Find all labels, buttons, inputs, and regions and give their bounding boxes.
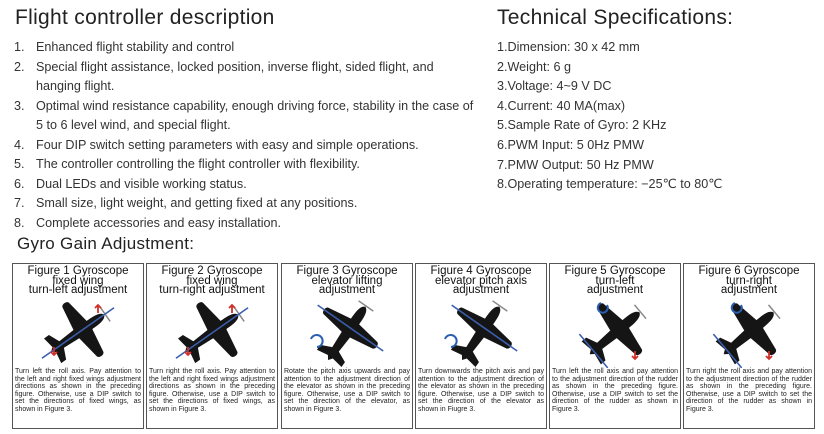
direction-arrow-icon [229,305,235,313]
flight-controller-title: Flight controller description [15,6,275,29]
figure-description: Turn downwards the pitch axis and pay attention to the adjustment direction of the elevator as shown in the preceding figure. Otherwise, use a DIP switch to set the direction of the elevator as shown in Fiugre 3. [418,368,544,413]
airplane-icon [694,298,804,368]
spec-item: 2.Weight: 6 g [497,59,571,74]
feature-number: 6. [14,176,25,191]
rotate-arrow-icon [445,335,457,347]
spec-list [497,38,722,195]
feature-item [14,175,474,195]
figure-description: Turn right the roll axis. Pay attention to the left and right fixed wings adjustment directions as shown in the preceding figure. Otherwise, use a DIP switch to set the directions of fixed wings, as shown in Figure 3. [149,368,275,413]
feature-item [14,38,474,58]
spec-item: 1.Dimension: 30 x 42 mm [497,40,640,54]
feature-item [14,155,474,175]
tech-specs-title: Technical Specifications: [497,6,734,29]
feature-number: 5. [14,157,25,171]
gyro-gain-title: Gyro Gain Adjustment: [17,234,195,253]
figure-description: Turn left the roll axis and pay attention to the adjustment direction of the rudder as shown in the preceding figure. Otherwise, use a DIP switch to set the direction of the rudder as shown in Figure 3. [552,368,678,413]
airplane-icon [560,298,670,368]
feature-item [14,214,474,234]
figure-caption: Figure 5 Gyroscope turn-left adjustment [564,265,666,296]
figure-panel [12,263,144,429]
feature-list [14,38,474,233]
figure-panel [415,263,547,429]
figure-caption: Figure 4 Gyroscope elevator pitch axis adjustment [430,265,532,296]
feature-text: Small size, light weight, and getting fixed at any positions. [36,196,358,210]
feature-text: Four DIP switch setting parameters with easy and simple operations. [36,137,419,152]
figure-panel [549,263,681,429]
figure-panel [146,263,278,429]
spec-item: 8.Operating temperature: −25℃ to 80℃ [497,177,723,192]
spec-item: 4.Current: 40 MA(max) [497,98,626,113]
feature-number: 4. [14,137,25,152]
feature-number: 2. [14,59,25,74]
feature-text: Enhanced flight stability and control [36,40,235,54]
spec-item: 5.Sample Rate of Gyro: 2 KHz [497,118,667,133]
feature-number: 7. [14,196,25,210]
figure-caption: Figure 3 Gyroscope elevator lifting adjustment [296,265,398,296]
airplane-icon [157,298,267,368]
figure-panel [281,263,413,429]
rotate-arrow-icon [311,335,323,347]
feature-item [14,58,474,97]
direction-arrow-icon [95,305,101,313]
figure-caption: Figure 1 Gyroscope fixed wing turn-left adjustment [27,265,129,296]
feature-number: 8. [14,215,25,230]
figure-caption: Figure 2 Gyroscope fixed wing turn-right adjustment [159,265,265,296]
feature-text: Complete accessories and easy installation. [36,215,282,230]
feature-text: Optimal wind resistance capability, enough driving force, stability in the case of 5 to 6 level wind, and special flight. [36,98,474,132]
spec-item: 7.PMW Output: 50 Hz PMW [497,157,654,172]
figure-caption: Figure 6 Gyroscope turn-right adjustment [698,265,800,296]
figure-description: Turn right the roll axis and pay attention to the adjustment direction of the rudder as shown in the preceding figure. Otherwise, use a DIP switch to set the direction of the rudder as shown in Figure 3. [686,368,812,413]
figure-description: Rotate the pitch axis upwards and pay attention to the adjustment direction of the elevator as shown in the preceding figure. Otherwise, use a DIP switch to set the direction of the elevator, as shown in Figure 3. [284,368,410,413]
feature-number: 3. [14,98,25,113]
airplane-icon [292,298,402,368]
feature-text: Dual LEDs and visible working status. [36,176,247,191]
feature-item [14,97,474,136]
figure-panel [683,263,815,429]
feature-item [14,136,474,156]
airplane-icon [23,298,133,368]
feature-number: 1. [14,40,25,54]
spec-item: 6.PWM Input: 5 0Hz PMW [497,137,644,152]
feature-text: Special flight assistance, locked position, inverse flight, sided flight, and hanging flight. [36,59,434,93]
feature-text: The controller controlling the flight controller with flexibility. [36,157,360,171]
figure-description: Turn left the roll axis. Pay attention to the left and right fixed wings adjustment directions as shown in the preceding figure. Otherwise, use a DIP switch to set the directions of fixed wings, as shown in Figure 3. [15,368,141,413]
airplane-icon [426,298,536,368]
spec-item: 3.Voltage: 4~9 V DC [497,79,612,94]
feature-item [14,194,474,214]
